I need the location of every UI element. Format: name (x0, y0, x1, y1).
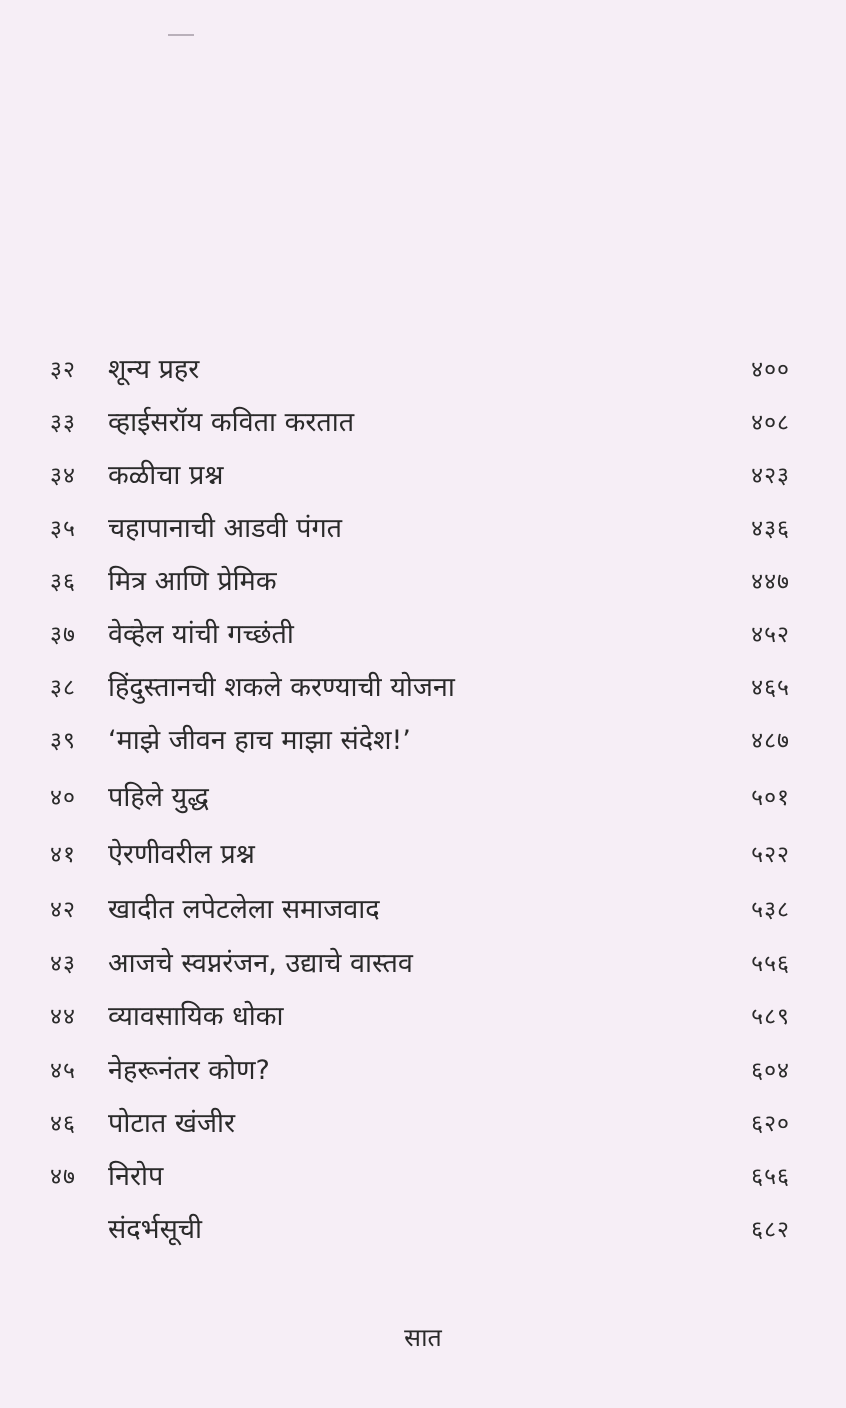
toc-row (0, 835, 846, 875)
page-number: ५८९ (751, 1004, 790, 1030)
chapter-title: व्हाईसरॉय कविता करतात (108, 407, 355, 438)
page-number: ६२० (751, 1111, 790, 1137)
page-number: ५५६ (751, 951, 790, 977)
page-folio: सात (404, 1323, 442, 1352)
toc-row (0, 778, 846, 818)
toc-row (0, 997, 846, 1037)
ink-mark (168, 34, 194, 36)
toc-row (0, 403, 846, 443)
page-number: ६०४ (751, 1058, 790, 1084)
chapter-title: चहापानाची आडवी पंगत (108, 513, 343, 544)
chapter-number: ३९ (50, 728, 76, 754)
chapter-number: ४० (50, 785, 76, 811)
chapter-number: ४४ (50, 1004, 76, 1030)
page-number: ६५६ (751, 1164, 790, 1190)
toc-row (0, 615, 846, 655)
chapter-number: ३५ (50, 516, 76, 542)
chapter-number: ४२ (50, 897, 76, 923)
toc-row (0, 1104, 846, 1144)
chapter-title: मित्र आणि प्रेमिक (108, 566, 277, 597)
toc-row (0, 1051, 846, 1091)
page-number: ५३८ (751, 897, 790, 923)
page-number: ५०१ (751, 785, 790, 811)
page-number: ५२२ (751, 842, 790, 868)
chapter-title: आजचे स्वप्नरंजन, उद्याचे वास्तव (108, 948, 413, 979)
page-number: ४८७ (751, 728, 790, 754)
chapter-title: निरोप (108, 1161, 164, 1192)
page-number: ६८२ (751, 1217, 790, 1243)
page-number: ४०० (751, 357, 790, 383)
chapter-number: ४३ (50, 951, 76, 977)
page-number: ४३६ (751, 516, 790, 542)
page-number: ४६५ (751, 675, 790, 701)
toc-row (0, 1157, 846, 1197)
chapter-number: ४१ (50, 842, 76, 868)
chapter-number: ३२ (50, 357, 76, 383)
chapter-number: ४७ (50, 1164, 76, 1190)
chapter-title: ‘माझे जीवन हाच माझा संदेश!’ (108, 725, 411, 756)
page-number: ४४७ (751, 569, 790, 595)
toc-row (0, 456, 846, 496)
chapter-title: नेहरूनंतर कोण? (108, 1055, 270, 1086)
chapter-title: व्यावसायिक धोका (108, 1001, 284, 1032)
toc-row (0, 562, 846, 602)
toc-row (0, 1210, 846, 1250)
chapter-title: कळीचा प्रश्न (108, 460, 224, 491)
chapter-title: पोटात खंजीर (108, 1108, 236, 1139)
toc-row (0, 721, 846, 761)
toc-row (0, 944, 846, 984)
toc-row (0, 668, 846, 708)
chapter-number: ४५ (50, 1058, 76, 1084)
chapter-number: ३६ (50, 569, 76, 595)
chapter-title: हिंदुस्तानची शकले करण्याची योजना (108, 672, 455, 703)
chapter-title: खादीत लपेटलेला समाजवाद (108, 894, 380, 925)
chapter-title: ऐरणीवरील प्रश्न (108, 839, 255, 870)
page-number: ४५२ (751, 622, 790, 648)
toc-row (0, 890, 846, 930)
chapter-number: ३३ (50, 410, 76, 436)
chapter-title: पहिले युद्ध (108, 782, 209, 813)
toc-row (0, 509, 846, 549)
chapter-number: ४६ (50, 1111, 76, 1137)
chapter-title: शून्य प्रहर (108, 354, 200, 385)
page-number: ४०८ (751, 410, 790, 436)
chapter-number: ३८ (50, 675, 76, 701)
page-number: ४२३ (751, 463, 790, 489)
chapter-title: संदर्भसूची (108, 1214, 202, 1245)
toc-row (0, 350, 846, 390)
chapter-number: ३४ (50, 463, 76, 489)
chapter-title: वेव्हेल यांची गच्छंती (108, 619, 294, 650)
chapter-number: ३७ (50, 622, 76, 648)
